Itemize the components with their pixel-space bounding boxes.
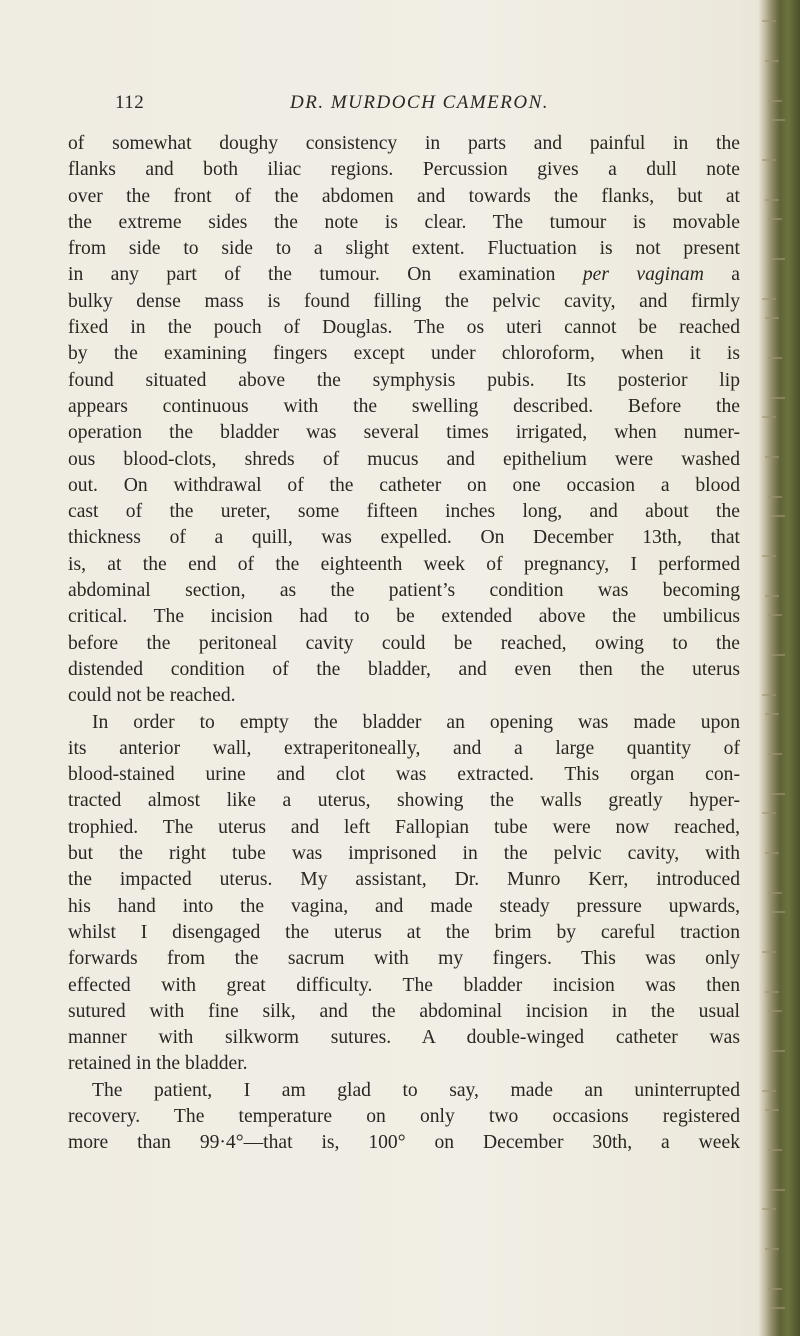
text-line: before the peritoneal cavity could be reached, owing to the [68, 632, 740, 654]
edge-texture-mark [768, 1149, 782, 1151]
text-line: critical. The incision had to be extended above the umbilicus [68, 606, 740, 628]
text-line: recovery. The temperature on only two occasions registered [68, 1105, 740, 1127]
text-line: cast of the ureter, some fifteen inches long, and about the [68, 501, 740, 523]
text-line: but the right tube was imprisoned in the pelvic cavity, with [68, 843, 740, 865]
edge-texture-mark [765, 1248, 779, 1250]
edge-texture-mark [765, 317, 779, 319]
text-line: In order to empty the bladder an opening was made upon [92, 711, 740, 733]
edge-texture-mark [768, 892, 782, 894]
text-line: in any part of the tumour. On examination per vaginam a [68, 264, 740, 286]
edge-texture-mark [771, 654, 785, 656]
edge-texture-mark [771, 1189, 785, 1191]
edge-texture-mark [765, 595, 779, 597]
edge-texture-mark [768, 496, 782, 498]
edge-texture-mark [765, 456, 779, 458]
text-line: The patient, I am glad to say, made an uninterrupted [92, 1079, 740, 1101]
edge-texture-mark [771, 119, 785, 121]
text-line: of somewhat doughy consistency in parts and painful in the [68, 133, 740, 154]
text-line: forwards from the sacrum with my fingers. This was only [68, 948, 740, 970]
edge-texture-mark [765, 60, 779, 62]
text-line: over the front of the abdomen and towards the flanks, but at [68, 185, 740, 207]
text-line: bulky dense mass is found filling the pelvic cavity, and firmly [68, 290, 740, 312]
edge-texture-mark [768, 100, 782, 102]
running-head: DR. MURDOCH CAMERON. [290, 92, 550, 113]
text-line: the impacted uterus. My assistant, Dr. Munro Kerr, introduced [68, 869, 740, 891]
page-edge-texture [758, 0, 800, 1336]
edge-texture-mark [765, 199, 779, 201]
edge-texture-mark [768, 614, 782, 616]
text-line: ous blood-clots, shreds of mucus and epithelium were washed [68, 448, 740, 470]
edge-texture-mark [762, 416, 776, 418]
page-header [115, 92, 740, 120]
paragraph [68, 710, 740, 1078]
edge-texture-mark [768, 1288, 782, 1290]
edge-texture-mark [762, 1090, 776, 1092]
text-line: could not be reached. [68, 685, 236, 707]
edge-texture-mark [771, 1307, 785, 1309]
edge-texture-mark [771, 515, 785, 517]
edge-texture-mark [771, 258, 785, 260]
text-line: trophied. The uterus and left Fallopian tube were now reached, [68, 816, 740, 838]
text-line: from side to side to a slight extent. Fluctuation is not present [68, 238, 740, 260]
edge-texture-mark [762, 1208, 776, 1210]
edge-texture-mark [765, 991, 779, 993]
page-number: 112 [115, 92, 145, 113]
text-line: his hand into the vagina, and made steady pressure upwards, [68, 895, 740, 917]
text-line: fixed in the pouch of Douglas. The os uteri cannot be reached [68, 317, 740, 339]
edge-texture-mark [762, 298, 776, 300]
text-line: more than 99·4°—that is, 100° on December 30th, a week [68, 1132, 740, 1154]
text-line: by the examining fingers except under chloroform, when it is [68, 343, 740, 365]
text-line: is, at the end of the eighteenth week of pregnancy, I performed [68, 553, 740, 575]
edge-texture-mark [771, 793, 785, 795]
text-line: manner with silkworm sutures. A double-winged catheter was [68, 1027, 740, 1049]
text-line: flanks and both iliac regions. Percussion gives a dull note [68, 159, 740, 181]
italic-phrase: per vaginam [582, 264, 704, 286]
edge-texture-mark [762, 20, 776, 22]
paragraph [68, 1078, 740, 1157]
edge-texture-mark [765, 1109, 779, 1111]
text-line: whilst I disengaged the uterus at the brim by careful traction [68, 921, 740, 943]
paragraph [68, 131, 740, 710]
text-line: retained in the bladder. [68, 1053, 248, 1075]
text-line: its anterior wall, extraperitoneally, and a large quantity of [68, 737, 740, 759]
edge-texture-mark [771, 1050, 785, 1052]
edge-texture-mark [762, 951, 776, 953]
edge-texture-mark [762, 555, 776, 557]
text-line: effected with great difficulty. The bladder incision was then [68, 974, 740, 996]
text-line: operation the bladder was several times irrigated, when numer- [68, 422, 740, 444]
text-line: thickness of a quill, was expelled. On December 13th, that [68, 527, 740, 549]
edge-texture-mark [771, 397, 785, 399]
text-line: the extreme sides the note is clear. The tumour is movable [68, 211, 740, 233]
edge-texture-mark [768, 1010, 782, 1012]
text-line: appears continuous with the swelling described. Before the [68, 395, 740, 417]
edge-texture-mark [768, 357, 782, 359]
edge-texture-mark [762, 812, 776, 814]
body-text [68, 131, 740, 1157]
text-line: out. On withdrawal of the catheter on one occasion a blood [68, 474, 740, 496]
text-line: sutured with fine silk, and the abdominal incision in the usual [68, 1000, 740, 1022]
text-line: found situated above the symphysis pubis. Its posterior lip [68, 369, 740, 391]
text-line: blood-stained urine and clot was extracted. This organ con- [68, 764, 740, 786]
edge-texture-mark [768, 753, 782, 755]
edge-texture-mark [765, 852, 779, 854]
text-line: distended condition of the bladder, and even then the uterus [68, 658, 740, 680]
edge-texture-mark [762, 694, 776, 696]
edge-texture-mark [762, 159, 776, 161]
edge-texture-mark [771, 911, 785, 913]
text-line: tracted almost like a uterus, showing the walls greatly hyper- [68, 790, 740, 812]
edge-texture-mark [765, 713, 779, 715]
text-line: abdominal section, as the patient’s condition was becoming [68, 580, 740, 602]
edge-texture-mark [768, 218, 782, 220]
